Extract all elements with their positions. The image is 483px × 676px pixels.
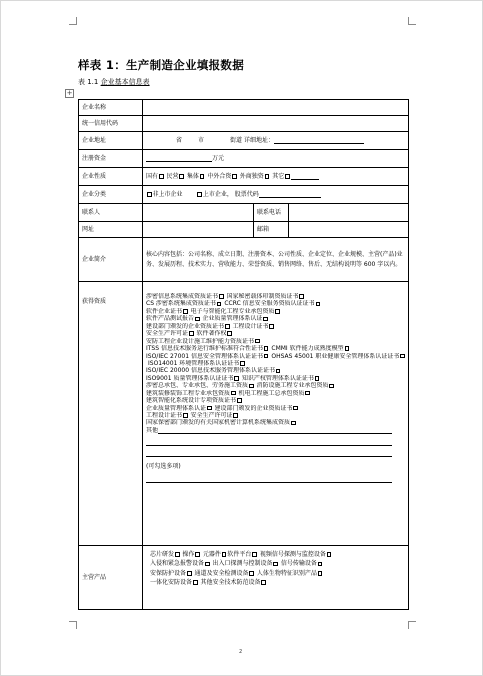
address-province: 省 — [176, 136, 183, 144]
qual-item: 建筑智能化系统设计专项资质证书 — [146, 397, 237, 405]
field-address[interactable] — [143, 132, 409, 150]
product-checkbox[interactable] — [318, 571, 323, 576]
qual-item: 软件著作权 — [196, 330, 227, 338]
product-item: 人体生物特征识别产品 — [256, 569, 317, 577]
qual-item: 知识产权管理体系认证证书 — [241, 374, 314, 382]
qual-checkbox[interactable] — [240, 361, 245, 366]
product-checkbox[interactable] — [273, 562, 278, 567]
address-detail-blank[interactable] — [274, 137, 364, 144]
qual-item: 涉密信息系统集成资质证书 — [146, 293, 219, 300]
qual-checkbox[interactable] — [264, 346, 269, 351]
label-intro: 企业简介 — [79, 238, 143, 282]
label-qualifications: 获得资质 — [79, 282, 143, 546]
qual-checkbox[interactable] — [227, 331, 232, 336]
nature-checkbox-0[interactable] — [159, 174, 164, 179]
product-checkbox[interactable] — [249, 571, 254, 576]
qual-item: CMMI 软件能力成熟度模型 — [271, 345, 344, 353]
qual-line — [146, 397, 405, 404]
qual-checkbox[interactable] — [234, 376, 239, 381]
qual-checkbox[interactable] — [263, 317, 268, 322]
qual-line — [146, 382, 405, 389]
label-company-name: 企业名称 — [79, 100, 143, 116]
qual-item: 电子与智能化工程专业承包资质 — [190, 307, 275, 315]
product-item: 通道及安全检测设备 — [194, 569, 249, 577]
qual-item: 涉密总承包、专业承包、劳务施工资质 — [146, 382, 249, 390]
product-checkbox[interactable] — [187, 571, 192, 576]
qual-item: ISO/IEC 20000 信息技术服务管理体系认证证书 — [146, 367, 275, 375]
qual-item: 安防工程企业设计施工维护能力资质证书 — [146, 337, 255, 345]
capital-unit: 万元 — [212, 154, 225, 162]
row-products — [79, 546, 409, 610]
category-option-1: 上市企业， — [202, 190, 233, 198]
nature-option-1: 民营 — [166, 172, 179, 180]
label-address: 企业地址 — [79, 132, 143, 150]
qual-item: 安全生产许可证 — [146, 330, 189, 338]
qual-item: 软件企业证书 — [146, 307, 183, 315]
qual-item: 建设部门颁发的企业资质证书 — [146, 322, 225, 330]
qual-item: ISO/IEC 27001 信息安全管理体系认证证书 — [146, 352, 263, 360]
qualification-list — [146, 283, 405, 483]
qual-item: 其他 — [146, 426, 159, 434]
product-checkbox[interactable] — [318, 562, 323, 567]
product-item: 软件平台 — [227, 551, 252, 558]
qual-line — [146, 419, 405, 426]
field-phone[interactable] — [289, 204, 409, 222]
nature-option-0: 国有 — [146, 172, 159, 180]
qual-item: 建设部门颁发的企业资质证书 — [214, 404, 293, 412]
qual-item: 国家保密部门颁发的有关国家机密计算机系统集成资质 — [146, 419, 291, 427]
qual-line — [146, 353, 405, 360]
table-caption-label: 企业基本信息表 — [100, 78, 150, 86]
row-company-name — [79, 100, 409, 116]
category-checkbox-1[interactable] — [197, 192, 202, 197]
label-email: 邮箱 — [254, 222, 289, 238]
qual-item: 机电工程施工总承包资质 — [238, 389, 305, 397]
row-contact — [79, 204, 409, 222]
label-contact: 联系人 — [79, 204, 143, 222]
field-credit-code[interactable] — [143, 116, 409, 132]
qual-item: 软件产品测试报告 — [146, 315, 195, 323]
nature-checkbox-1[interactable] — [179, 174, 184, 179]
nature-checkbox-2[interactable] — [200, 174, 205, 179]
qual-item: ITSS 信息技术服务运行维护标准符合性证书 — [146, 345, 263, 353]
nature-checkbox-5[interactable] — [285, 174, 290, 179]
product-item: 一体化安防设备 — [150, 579, 193, 587]
nature-checkbox-3[interactable] — [232, 174, 237, 179]
qual-checkbox[interactable] — [315, 376, 320, 381]
nature-option-3: 中外合资 — [207, 172, 232, 180]
qual-item: 企业质量管理体系认证 — [202, 315, 263, 323]
label-products: 主营产品 — [79, 546, 143, 610]
qual-checkbox[interactable] — [189, 331, 194, 336]
qual-checkbox[interactable] — [237, 398, 242, 403]
product-item: 芯片研发 — [150, 551, 175, 558]
nature-other-blank[interactable] — [291, 173, 319, 180]
qual-line — [146, 330, 405, 337]
qual-checkbox[interactable] — [207, 406, 212, 411]
row-category — [79, 186, 409, 204]
product-line — [146, 559, 405, 568]
label-website: 网址 — [79, 222, 143, 238]
row-address — [79, 132, 409, 150]
qual-blank-rule-2[interactable] — [146, 449, 392, 457]
qual-line — [146, 293, 405, 300]
qual-blank-rule-1[interactable] — [146, 438, 392, 446]
field-category — [143, 186, 409, 204]
qual-checkbox[interactable] — [400, 354, 405, 359]
product-checkbox[interactable] — [175, 552, 180, 557]
product-item: 入侵和紧急报警设备 — [150, 560, 205, 568]
qual-line — [146, 405, 405, 412]
qual-line — [146, 315, 405, 322]
qual-checkbox[interactable] — [225, 324, 230, 329]
qual-line — [146, 427, 405, 434]
qual-checkbox[interactable] — [183, 309, 188, 314]
qual-line — [146, 360, 405, 367]
nature-option-5: 其它 — [272, 172, 285, 180]
qual-blank-rule-3[interactable] — [146, 475, 392, 483]
qual-checkbox[interactable] — [269, 324, 274, 329]
qual-checkbox[interactable] — [183, 413, 188, 418]
category-option-0: 非上市企业 — [152, 190, 183, 198]
nature-option-4: 外商独资 — [239, 172, 264, 180]
row-intro — [79, 238, 409, 282]
qual-line — [146, 390, 405, 397]
qual-item: 工程设计证书 — [232, 322, 269, 330]
product-item: 信号传输设备 — [280, 560, 317, 568]
nature-option-2: 集体 — [186, 172, 199, 180]
product-item: 视频信号探测与监控设备 — [259, 551, 326, 558]
qual-line — [146, 308, 405, 315]
field-products — [143, 546, 409, 610]
qual-checkbox[interactable] — [329, 384, 334, 389]
qual-checkbox[interactable] — [305, 391, 310, 396]
product-item: 安保防护设备 — [150, 569, 187, 577]
row-capital — [79, 150, 409, 168]
nature-checkbox-4[interactable] — [265, 174, 270, 179]
field-contact[interactable] — [143, 204, 254, 222]
qual-line — [146, 412, 405, 419]
product-item: 操作 — [182, 551, 195, 558]
qual-checkbox[interactable] — [316, 302, 321, 307]
address-street: 街道 — [230, 136, 243, 144]
field-website[interactable] — [143, 222, 254, 238]
qual-checkbox[interactable] — [255, 339, 260, 344]
category-stock-label: 股票代码 — [234, 190, 259, 198]
qual-checkbox[interactable] — [291, 421, 296, 426]
field-email[interactable] — [289, 222, 409, 238]
stock-code-blank[interactable] — [259, 191, 321, 198]
product-checkbox[interactable] — [327, 552, 332, 557]
qual-item: 工程设计证书 — [146, 412, 183, 419]
label-credit-code: 统一信用代码 — [79, 116, 143, 132]
qual-checkbox[interactable] — [249, 384, 254, 389]
capital-blank[interactable] — [146, 155, 212, 162]
qual-other-blank[interactable] — [158, 427, 392, 434]
label-nature: 企业性质 — [79, 168, 143, 186]
table-caption — [78, 77, 150, 87]
product-checkbox[interactable] — [222, 552, 227, 557]
qual-item: 国家秘密载体印制资质证书 — [226, 293, 299, 300]
category-checkbox-0[interactable] — [147, 192, 152, 197]
qual-line — [146, 323, 405, 330]
qual-checkbox[interactable] — [231, 391, 236, 396]
qual-item: 安全生产许可证 — [190, 412, 233, 419]
qual-line — [146, 300, 405, 307]
product-checkbox[interactable] — [205, 562, 210, 567]
row-qualifications — [79, 282, 409, 546]
product-item: 元器件 — [202, 551, 221, 558]
crop-mark-bottom-right — [408, 621, 416, 629]
qual-checkbox[interactable] — [233, 413, 238, 418]
field-nature — [143, 168, 409, 186]
address-city: 市 — [198, 136, 205, 144]
qual-line — [146, 345, 405, 352]
product-line — [146, 569, 405, 578]
qual-line — [146, 367, 405, 374]
row-credit-code — [79, 116, 409, 132]
qual-checkbox[interactable] — [219, 294, 224, 299]
crop-mark-bottom-left — [69, 621, 77, 629]
product-line — [146, 578, 405, 587]
address-detail-label: 详细地址： — [243, 136, 274, 144]
qual-checkbox[interactable] — [195, 317, 200, 322]
crop-mark-top-left — [69, 17, 77, 25]
row-website — [79, 222, 409, 238]
product-checkbox[interactable] — [193, 580, 198, 585]
qual-item: ISO9001 质量管理体系认证证书 — [146, 374, 234, 382]
table-move-handle-icon[interactable]: + — [66, 89, 73, 97]
product-item: 其他安全技术防范设备 — [200, 579, 261, 587]
qual-item: CS 涉密系统集成资质证书 — [146, 300, 216, 308]
row-nature — [79, 168, 409, 186]
field-company-name[interactable] — [143, 100, 409, 116]
qual-checkbox[interactable] — [345, 346, 350, 351]
qual-note: (可勾选多项) — [146, 463, 181, 471]
field-qualifications — [143, 282, 409, 546]
table-caption-prefix: 表 1.1 — [78, 78, 101, 86]
qual-item: 建筑装修装饰工程专业承包资质 — [146, 389, 231, 397]
qual-item: CCRC 信息安全服务资质认证证书 — [224, 300, 315, 308]
qual-checkbox[interactable] — [275, 309, 280, 314]
qual-item: OHSAS 45001 职业健康安全管理体系认证证书 — [271, 352, 400, 360]
qual-line — [146, 375, 405, 382]
field-intro[interactable]: 核心内容包括：公司名称、成立日期、注册资本、公司性质、企业定位、企业规模、主营(产品)业务、发展历程、技术实力、营收能力、荣誉资质、销售网络、售后、无结构说明等 600 字以内。 — [143, 238, 409, 282]
qual-item: 消防设施工程专业承包资质 — [256, 382, 329, 390]
qual-checkbox[interactable] — [264, 354, 269, 359]
qual-item: ISO14001 环境管理体系认证证书 — [148, 359, 240, 367]
product-checkbox[interactable] — [252, 552, 257, 557]
label-category: 企业分类 — [79, 186, 143, 204]
product-checkbox[interactable] — [261, 580, 266, 585]
product-item: 出入口探测与控制设备 — [212, 560, 273, 568]
label-capital: 注册资金 — [79, 150, 143, 168]
qual-checkbox[interactable] — [276, 369, 281, 374]
page-title: 样表 1：生产制造企业填报数据 — [78, 58, 245, 72]
page-number: 2 — [239, 649, 243, 655]
qual-checkbox[interactable] — [299, 294, 304, 299]
qual-line — [146, 338, 405, 345]
qual-checkbox[interactable] — [217, 302, 222, 307]
qual-checkbox[interactable] — [293, 406, 298, 411]
field-capital[interactable] — [143, 150, 409, 168]
company-info-table — [78, 99, 409, 610]
crop-mark-top-right — [408, 17, 416, 25]
product-checkbox[interactable] — [195, 552, 200, 557]
product-line — [146, 550, 405, 559]
qual-item: 企业质量管理体系认证 — [146, 404, 207, 412]
label-phone: 联系电话 — [254, 204, 289, 222]
